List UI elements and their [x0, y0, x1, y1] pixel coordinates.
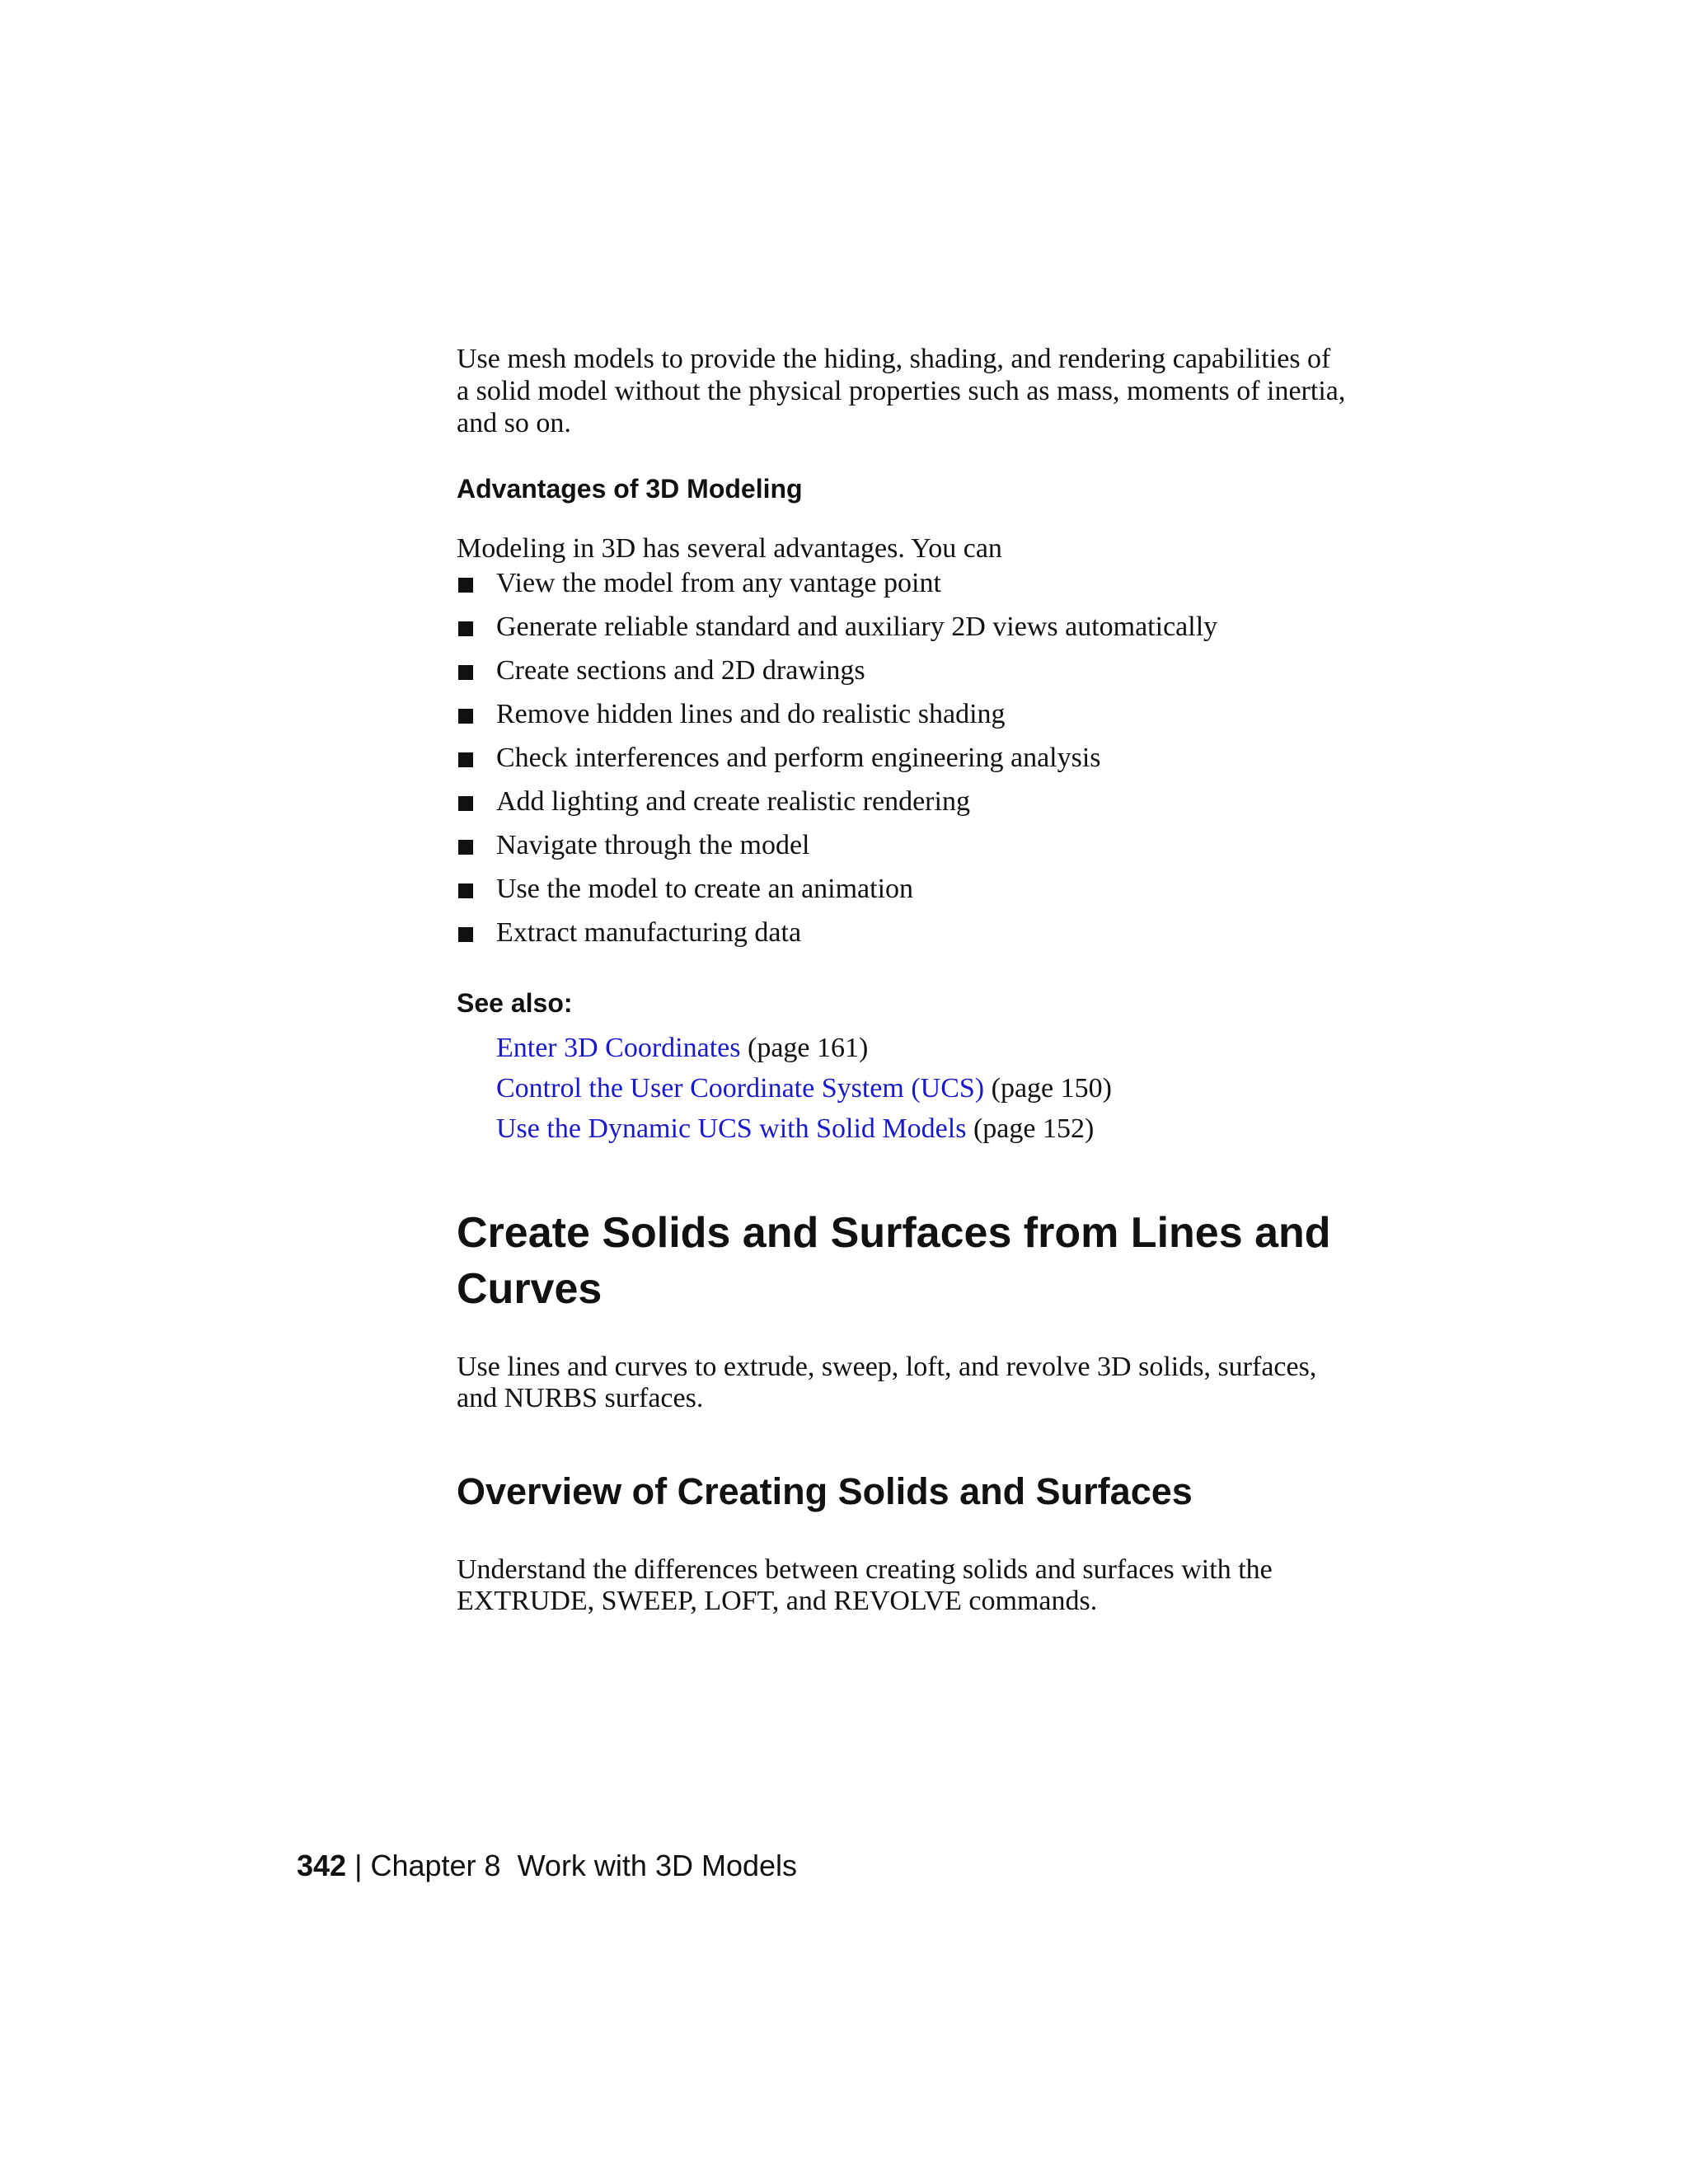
link-dynamic-ucs[interactable]: Use the Dynamic UCS with Solid Models	[496, 1113, 967, 1144]
see-also-item	[496, 1072, 1112, 1113]
bullet-square-icon	[458, 752, 473, 767]
list-item	[457, 567, 1217, 611]
see-also-item	[496, 1032, 1112, 1072]
list-item	[457, 654, 1217, 698]
list-item-text: Create sections and 2D drawings	[496, 655, 865, 686]
list-item-text: Add lighting and create realistic rendering	[496, 786, 970, 817]
list-item	[457, 829, 1217, 873]
list-item	[457, 873, 1217, 916]
link-enter-3d-coordinates[interactable]: Enter 3D Coordinates	[496, 1033, 741, 1063]
intro-block	[457, 343, 1347, 439]
list-item	[457, 698, 1217, 742]
bullet-square-icon	[458, 621, 473, 636]
bullet-square-icon	[458, 927, 473, 942]
page-reference: (page 161)	[748, 1033, 869, 1063]
list-item	[457, 742, 1217, 785]
list-item-text: View the model from any vantage point	[496, 568, 941, 598]
bullet-square-icon	[458, 840, 473, 855]
chapter-label: Chapter 8	[370, 1849, 501, 1882]
section-title: Create Solids and Surfaces from Lines and Curves	[457, 1209, 1331, 1313]
footer-separator: |	[354, 1849, 363, 1882]
list-item	[457, 785, 1217, 829]
advantages-heading: Advantages of 3D Modeling	[457, 474, 803, 504]
list-item	[457, 916, 1217, 960]
advantages-list	[457, 567, 1217, 960]
page-reference: (page 152)	[973, 1113, 1095, 1144]
section-body: Use lines and curves to extrude, sweep, loft, and revolve 3D solids, surfaces, and NURBS surfaces.	[457, 1352, 1317, 1413]
advantages-lead: Modeling in 3D has several advantages. You can	[457, 533, 1002, 564]
chapter-title: Work with 3D Models	[517, 1849, 798, 1882]
see-also-list	[496, 1032, 1112, 1153]
bullet-square-icon	[458, 883, 473, 898]
page-reference: (page 150)	[991, 1073, 1112, 1104]
list-item-text: Extract manufacturing data	[496, 917, 802, 948]
page-footer	[297, 1848, 797, 1884]
list-item-text: Check interferences and perform engineering analysis	[496, 743, 1101, 773]
bullet-square-icon	[458, 665, 473, 680]
subsection-title: Overview of Creating Solids and Surfaces	[457, 1470, 1193, 1512]
see-also-label: See also:	[457, 988, 573, 1018]
list-item	[457, 611, 1217, 654]
intro-paragraph: Use mesh models to provide the hiding, shading, and rendering capabilities of a solid model without the physical properties such as mass, moments of inertia, and so on.	[457, 344, 1346, 438]
link-control-ucs[interactable]: Control the User Coordinate System (UCS)	[496, 1073, 985, 1104]
bullet-square-icon	[458, 578, 473, 593]
subsection-body: Understand the differences between creating solids and surfaces with the EXTRUDE, SWEEP, LOFT, and REVOLVE commands.	[457, 1554, 1273, 1616]
see-also-item	[496, 1113, 1112, 1153]
bullet-square-icon	[458, 709, 473, 724]
list-item-text: Remove hidden lines and do realistic shading	[496, 699, 1006, 729]
list-item-text: Navigate through the model	[496, 830, 810, 860]
list-item-text: Generate reliable standard and auxiliary 2D views automatically	[496, 612, 1218, 642]
list-item-text: Use the model to create an animation	[496, 874, 914, 904]
page-number: 342	[297, 1849, 347, 1882]
bullet-square-icon	[458, 796, 473, 811]
